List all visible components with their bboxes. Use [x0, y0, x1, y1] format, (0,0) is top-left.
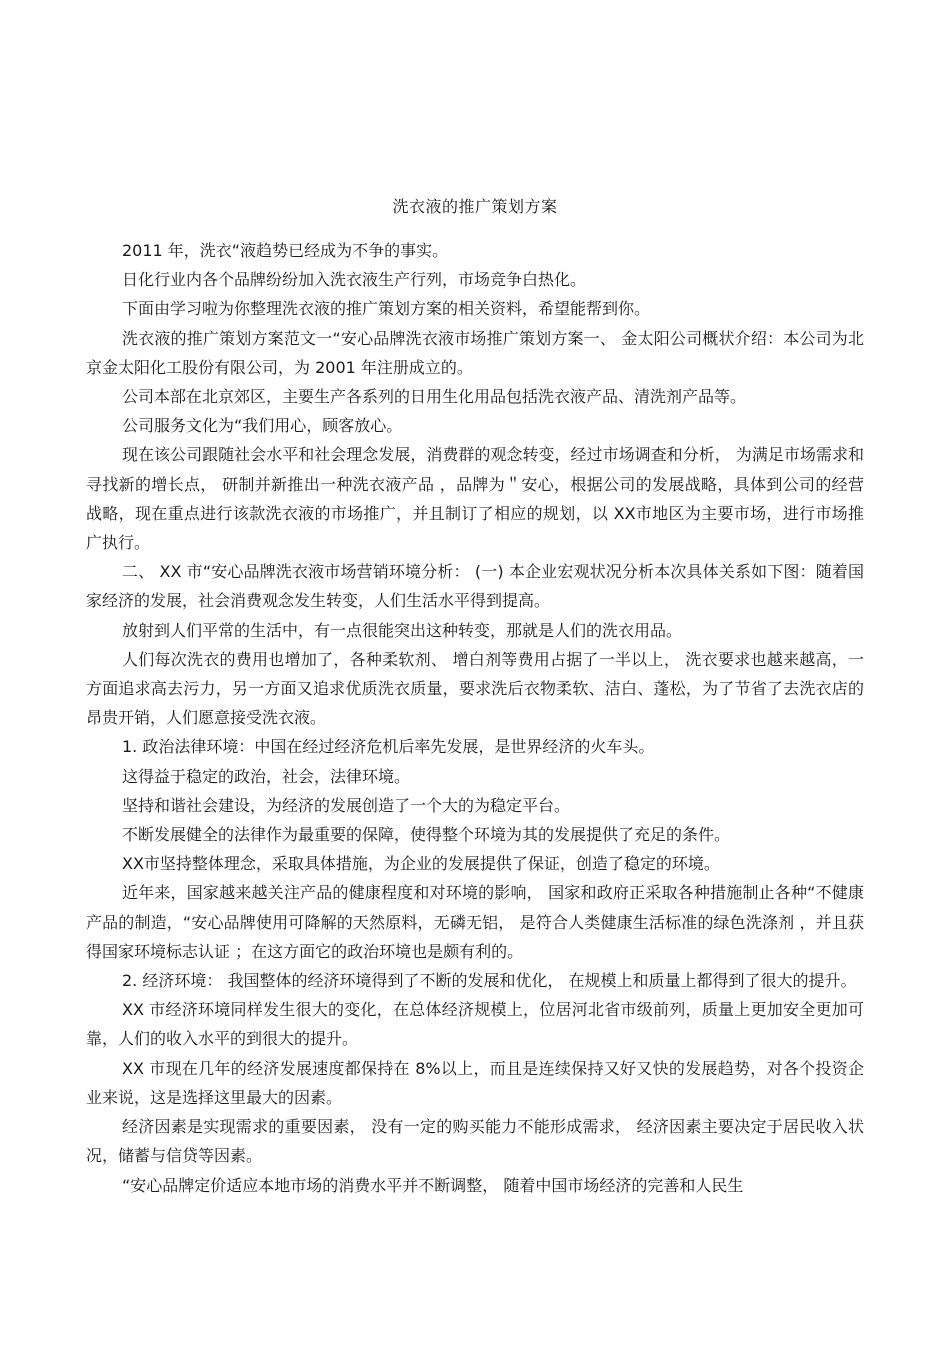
- paragraph: 日化行业内各个品牌纷纷加入洗衣液生产行列，市场竞争白热化。: [122, 270, 587, 290]
- paragraph: 近年来，国家越来越关注产品的健康程度和对环境的影响， 国家和政府正采取各种措施制止各种“不健康产品的制造，“安心品牌使用可降解的天然原料，无磷无铝， 是符合人类健康生活标准的绿色洗涤剂 ，并且获得国家环境标志认证 ；在这方面它的政治环境也是颇有利的。: [86, 883, 864, 961]
- paragraph: 不断发展健全的法律作为最重要的保障，使得整个环境为其的发展提供了充足的条件。: [122, 825, 731, 845]
- paragraph: 洗衣液的推广策划方案范文一“安心品牌洗衣液市场推广策划方案一、 金太阳公司概状介绍：本公司为北京金太阳化工股份有限公司，为 2001 年注册成立的。: [86, 328, 864, 377]
- paragraph: 现在该公司跟随社会水平和社会理念发展，消费群的观念转变，经过市场调查和分析， 为满足市场需求和寻找新的增长点， 研制并新推出一种洗衣液产品 ，品牌为＂安心，根据公司的发展战略，具体到公司的经营战略，现在重点进行该款洗衣液的市场推广，并且制订了相应的规划，以 XX市地区为主要市场，进行市场推广执行。: [86, 445, 864, 553]
- paragraph: XX 市经济环境同样发生很大的变化，在总体经济规模上，位居河北省市级前列，质量上更加安全更加可靠，人们的收入水平的到很大的提升。: [86, 1000, 864, 1049]
- paragraph: 2. 经济环境： 我国整体的经济环境得到了不断的发展和优化， 在规模上和质量上都得到了很大的提升。: [122, 971, 857, 991]
- paragraph: 经济因素是实现需求的重要因素， 没有一定的购买能力不能形成需求， 经济因素主要决定于居民收入状况，储蓄与信贷等因素。: [86, 1117, 864, 1166]
- document-body: [86, 236, 864, 1200]
- paragraph: 放射到人们平常的生活中，有一点很能突出这种转变，那就是人们的洗衣用品。: [122, 620, 683, 640]
- document-title: 洗衣液的推广策划方案: [392, 197, 558, 216]
- paragraph: 公司服务文化为“我们用心，顾客放心。: [122, 416, 403, 436]
- paragraph: 人们每次洗衣的费用也增加了，各种柔软剂、 增白剂等费用占据了一半以上， 洗衣要求也越来越高，一方面追求高去污力，另一方面又追求优质洗衣质量，要求洗后衣物柔软、洁白、蓬松，为了节省了去洗衣店的昂贵开销，人们愿意接受洗衣液。: [86, 649, 864, 728]
- paragraph: “安心品牌定价适应本地市场的消费水平并不断调整， 随着中国市场经济的完善和人民生: [122, 1175, 744, 1195]
- paragraph: 坚持和谐社会建设，为经济的发展创造了一个大的为稳定平台。: [122, 795, 571, 815]
- paragraph: 二、 XX 市“安心品牌洗衣液市场营销环境分析： (一) 本企业宏观状况分析本次具体关系如下图：随着国家经济的发展，社会消费观念发生转变，人们生活水平得到提高。: [86, 562, 864, 611]
- paragraph: 公司本部在北京郊区，主要生产各系列的日用生化用品包括洗衣液产品、清洗剂产品等。: [122, 387, 747, 407]
- paragraph: 下面由学习啦为你整理洗衣液的推广策划方案的相关资料，希望能帮到你。: [122, 299, 651, 319]
- paragraph: XX市坚持整体理念，采取具体措施，为企业的发展提供了保证，创造了稳定的环境。: [122, 854, 720, 874]
- paragraph: 1. 政治法律环境：中国在经过经济危机后率先发展，是世界经济的火车头。: [122, 737, 655, 757]
- paragraph: 2011 年，洗衣“液趋势已经成为不争的事实。: [122, 241, 449, 260]
- paragraph: XX 市现在几年的经济发展速度都保持在 8%以上，而且是连续保持又好又快的发展趋势，对各个投资企业来说，这是选择这里最大的因素。: [86, 1058, 864, 1107]
- paragraph: 这得益于稳定的政治，社会，法律环境。: [122, 766, 411, 786]
